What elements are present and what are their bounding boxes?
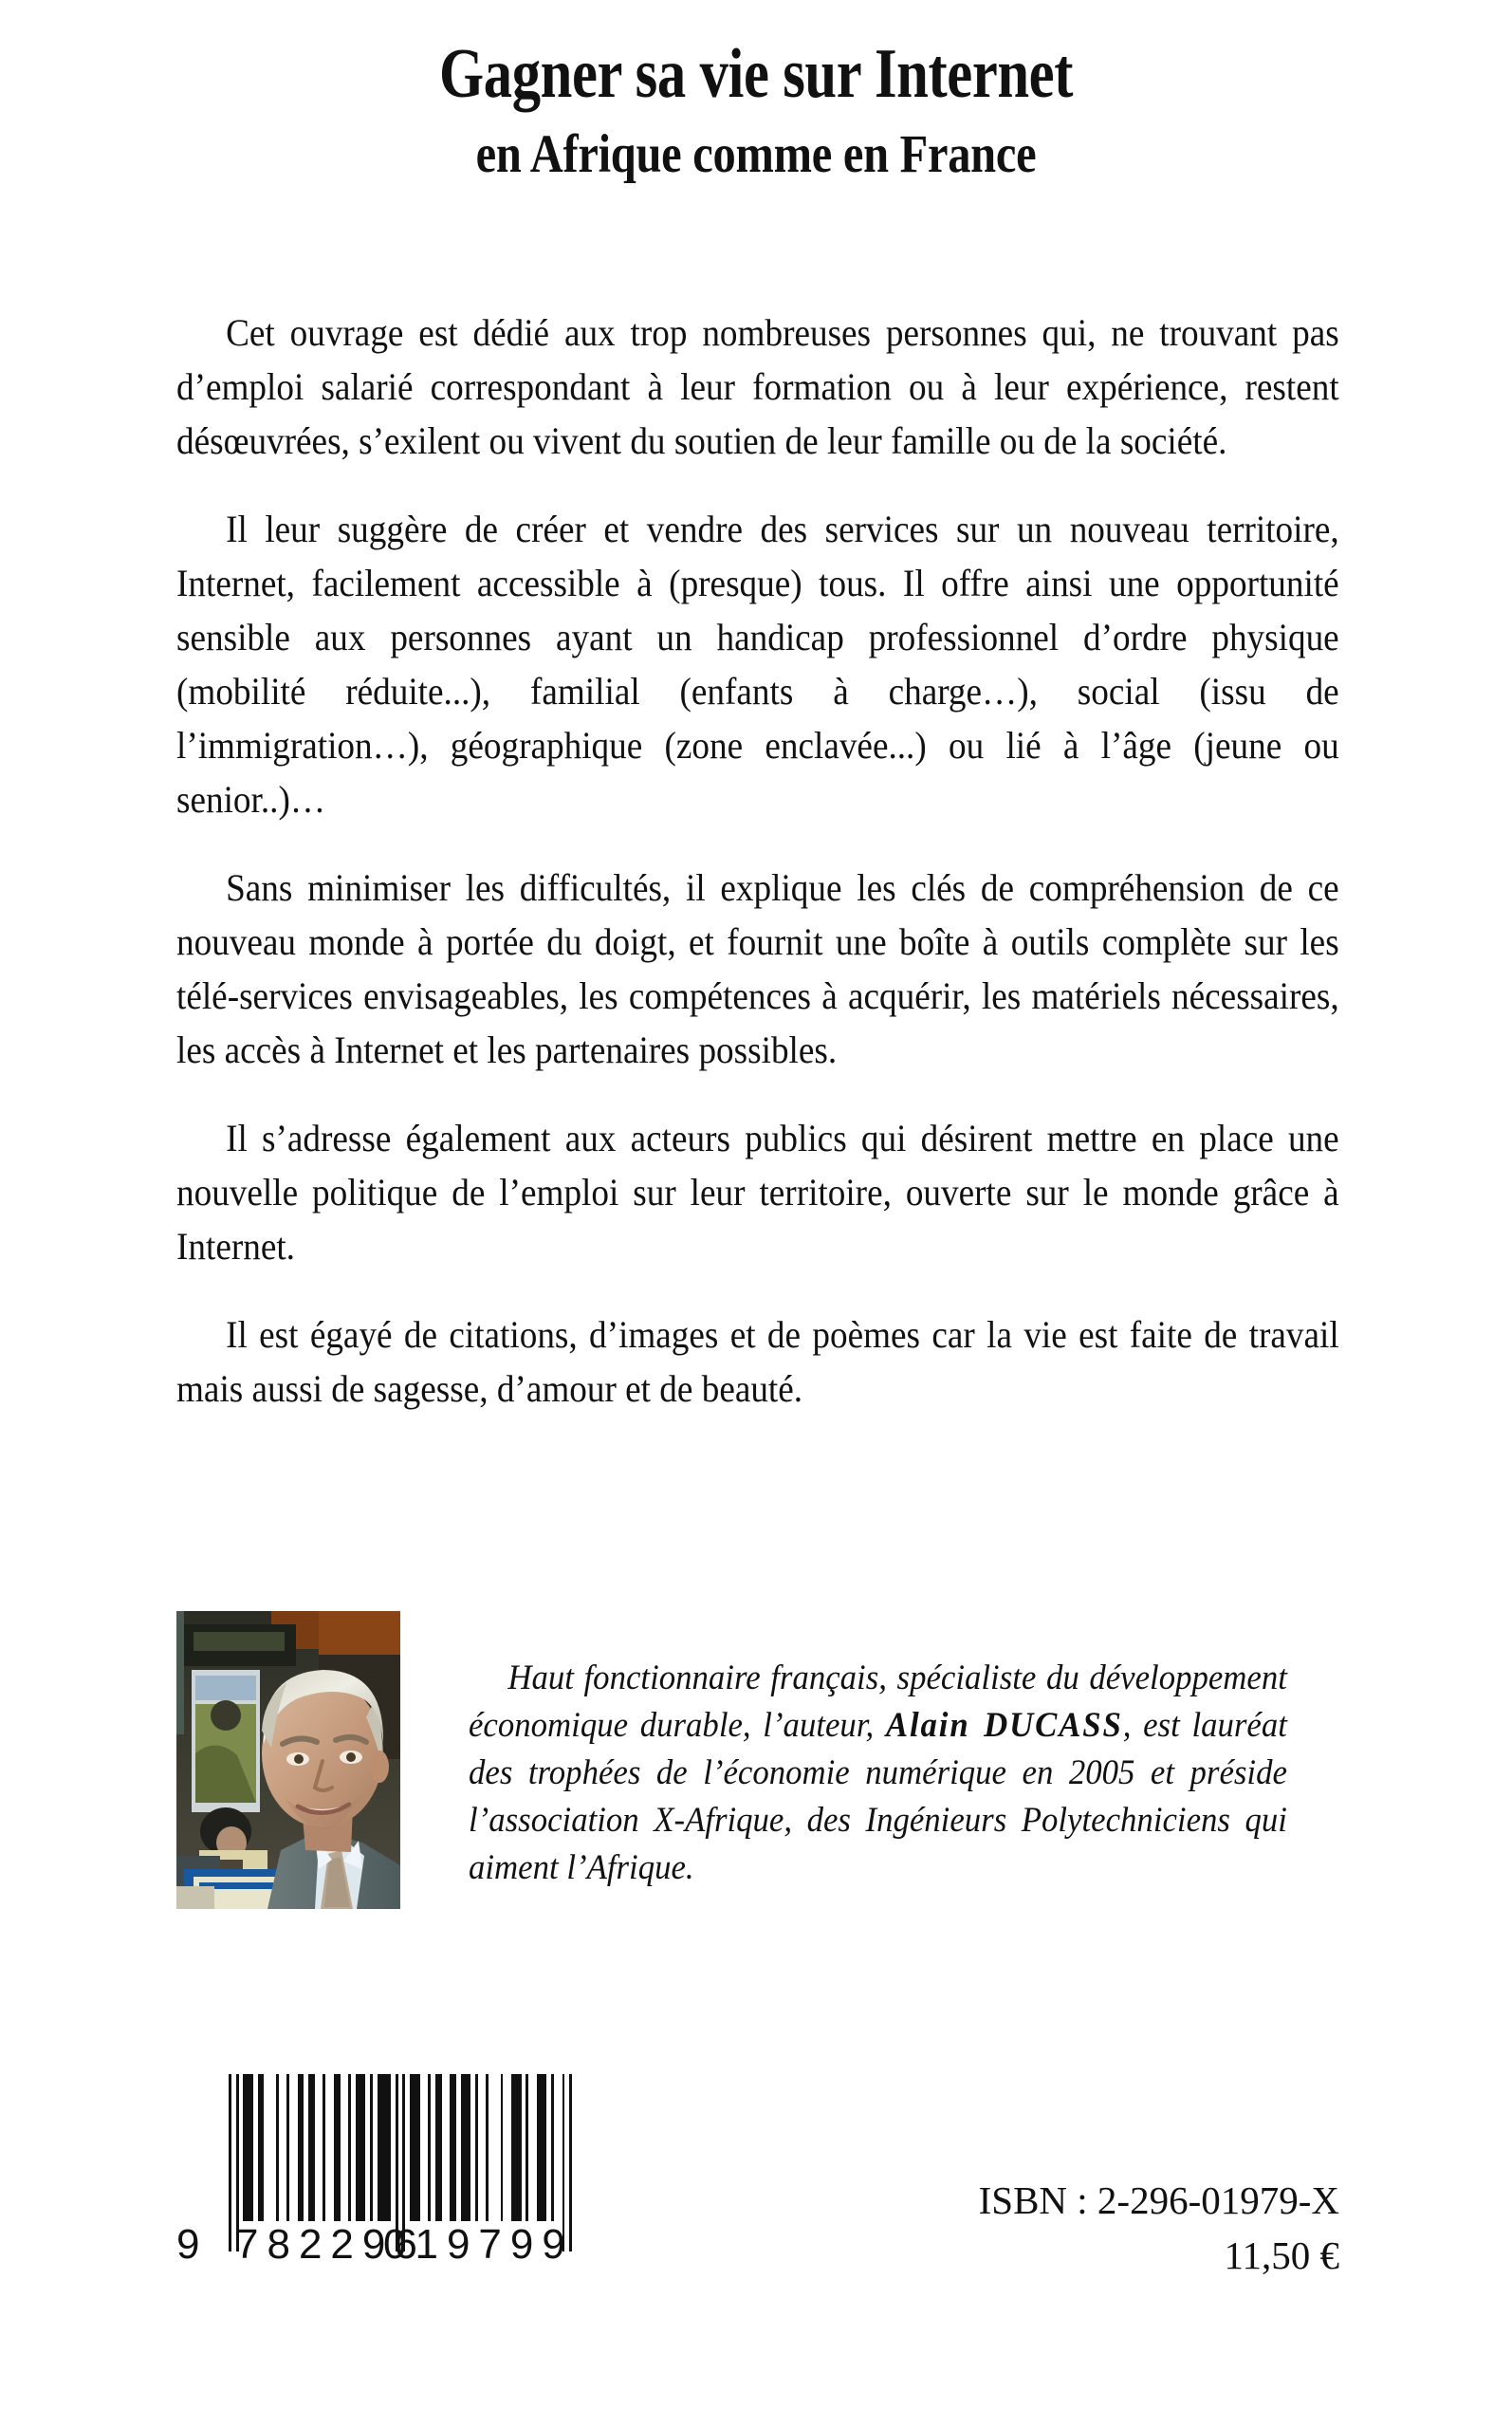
barcode-bar <box>378 2074 391 2221</box>
barcode-bar <box>258 2074 265 2221</box>
barcode-bar <box>323 2074 325 2221</box>
barcode-bar <box>501 2074 504 2221</box>
barcode-lead-digit: 9 <box>176 2221 201 2268</box>
page-subtitle: en Afrique comme en France <box>475 124 1037 184</box>
barcode-bar <box>537 2074 547 2221</box>
barcode-bar <box>298 2074 304 2221</box>
barcode-bar <box>348 2074 351 2221</box>
barcode-bar <box>428 2074 431 2221</box>
barcode-bar <box>450 2074 456 2221</box>
isbn-price-block <box>979 2173 1339 2283</box>
price-text: 11,50 € <box>1224 2233 1339 2277</box>
barcode-bar <box>511 2074 522 2221</box>
barcode-bar <box>410 2074 420 2221</box>
barcode-bar <box>334 2074 341 2221</box>
barcode-area <box>176 2074 575 2269</box>
barcode-bar <box>243 2074 253 2221</box>
barcode-bar <box>308 2074 315 2221</box>
barcode-bar <box>276 2074 279 2221</box>
barcode-digits <box>176 2221 575 2269</box>
barcode-bar <box>551 2074 554 2221</box>
author-portrait-photo <box>176 1611 400 1909</box>
author-name: Alain DUCASS <box>885 1706 1123 1745</box>
barcode-bar <box>356 2074 366 2221</box>
barcode-bar <box>526 2074 528 2221</box>
barcode-bar <box>370 2074 373 2221</box>
blurb-paragraph: Cet ouvrage est dédié aux trop nombreuses personnes qui, ne trouvant pas d’emploi salarié correspondant à leur formation ou à leur expérience, restent désœuvrées, s’exilent ou vivent du soutien de leur famille ou de la société. <box>176 311 1339 462</box>
blurb-text-block <box>176 306 1339 1416</box>
author-bio-part-2: , est lauréat des trophées de l’économie numérique en 2005 et préside l’association X-Afrique, des Ingénieurs Polytechniciens qui aiment l’Afrique. <box>469 1706 1287 1887</box>
barcode-left-group: 782296 <box>235 2221 426 2268</box>
isbn-text: ISBN : 2-296-01979-X <box>978 2178 1339 2222</box>
barcode-bar <box>461 2074 471 2221</box>
author-bio <box>469 1655 1287 1892</box>
ean13-barcode <box>229 2074 573 2221</box>
barcode-bar <box>475 2074 478 2221</box>
author-bio-part-1: Haut fonctionnaire français, spécialiste du développement économique durable, l’auteur, <box>469 1659 1287 1745</box>
barcode-bar <box>435 2074 442 2221</box>
barcode-bar <box>486 2074 489 2221</box>
blurb-paragraph: Il leur suggère de créer et vendre des services sur un nouveau territoire, Internet, facilement accessible à (presque) tous. Il offre ainsi une opportunité sensible aux personnes ayant un handicap professionnel d’ordre physique (mobilité réduite...), familial (enfants à charge…), social (issu de l’immigration…), géographique (zone enclavée...) ou lié à l’âge (jeune ou senior..)… <box>176 508 1339 821</box>
page-title: Gagner sa vie sur Internet <box>438 35 1074 113</box>
cover-title-block <box>0 34 1512 186</box>
blurb-paragraph: Sans minimiser les difficultés, il explique les clés de compréhension de ce nouveau monde à portée du doigt, et fournit une boîte à outils complète sur les télé-services envisageables, les compétences à acquérir, les matériels nécessaires, les accès à Internet et les partenaires possibles. <box>176 866 1339 1071</box>
blurb-paragraph: Il s’adresse également aux acteurs publics qui désirent mettre en place une nouvelle politique de l’emploi sur leur territoire, ouverte sur le monde grâce à Internet. <box>176 1117 1339 1268</box>
blurb-paragraph: Il est égayé de citations, d’images et de poèmes car la vie est faite de travail mais aussi de sagesse, d’amour et de beauté. <box>176 1313 1339 1410</box>
barcode-right-group: 019799 <box>383 2221 574 2268</box>
barcode-bar <box>286 2074 289 2221</box>
